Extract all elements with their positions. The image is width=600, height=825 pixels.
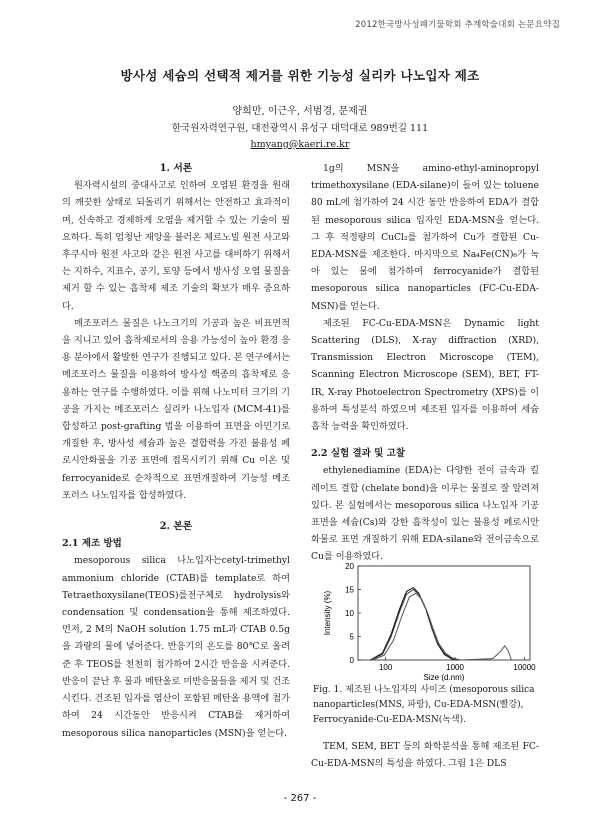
y-tick-label: 10 [345,609,354,618]
affiliation: 한국원자력연구원, 대전광역시 유성구 대덕대로 989번길 111 [171,123,429,134]
y-tick-label: 0 [349,656,354,665]
email-line [0,139,600,150]
figure-caption-text: 제조된 나노입자의 사이즈 (mesoporous silica nanoparticles(MNS, 파랑), Cu-EDA-MSN(빨강), Ferrocyanide-Cu-EDA-MSN(녹색). [313,685,535,725]
series-line-1 [370,588,460,660]
y-axis-label: Intensity (%) [323,590,332,636]
results-paragraph: ethylenediamine (EDA)는 다양한 전이 금속과 킬레이트 결합 (chelate bond)을 이루는 물질로 잘 알려져 있다. 본 실험에서는 mesoporous silica 나노입자 기공 표면을 세슘(Cs)와 강한 흡착성이 있는 불용성 페로시안화물로 표면 개질하기 위해 EDA-silane와 전이금속으로 Cu를 이용하였다. [311,465,539,563]
paper-title: 방사성 세슘의 선택적 제거를 위한 기능성 실리카 나노입자 제조 [120,68,480,83]
characterization-paragraph: 제조된 FC-Cu-EDA-MSN은 Dynamic light Scattering (DLS), X-ray diffraction (XRD), Transmission Electron Microscope (TEM), Scanning Electron Microscope (SEM), BET, FT-IR, X-ray Photoelectron Spectrometry (XPS)를 이용하여 특성분석 하였으며 제조된 입자를 이용하여 세슘 흡착 능력을 확인하였다. [311,317,539,433]
section-heading-intro: 1. 서론 [159,163,193,174]
x-tick-label: 10000 [513,663,536,672]
method-paragraph: mesoporous silica 나노입자는cetyl-trimethyl ammonium chloride (CTAB)를 template로 하여 Tetraethoxysilane(TEOS)를전구체로 hydrolysis와 condensation 및 condensation을 통해 제조하였다. 먼저, 2 M의 NaOH solution 1.75 mL과 CTAB 0.5g을 과량의 물에 넣어준다. 반응기의 온도를 80℃로 올려준 후 TEOS를 천천히 첨가하여 2시간 반응을 시켜준다. 반응이 끝난 후 물과 메탄올로 미반응물들을 제거 및 건조시킨다. 건조된 입자를 염산이 포함된 메탄올 용액에 첨가하여 24 시간동안 반응시켜 CTAB를 제거하여 mesoporous silica nanoparticles (MSN)을 얻는다. [62,555,290,739]
analysis-paragraph-block [311,738,539,772]
email-address[interactable]: hmyang@kaeri.re.kr [250,139,350,150]
authors: 양희만, 이근우, 서범경, 문제권 [232,106,368,117]
page-number: - 267 - [283,793,317,804]
y-tick-label: 5 [349,632,354,642]
running-header: 2012한국방사성폐기물학회 추계학술대회 논문요약집 [355,20,560,30]
x-tick-label: 1000 [446,663,464,672]
section-heading-body: 2. 본론 [159,521,193,533]
figure-label: Fig. 1. [313,685,343,695]
subsection-heading-method: 2.1 제조 방법 [62,538,122,550]
figure-caption [313,683,541,728]
dls-size-chart [318,560,538,682]
y-tick-label: 20 [345,562,354,571]
x-tick-label: 100 [378,663,393,672]
left-column [62,160,290,742]
y-tick-label: 15 [345,585,354,595]
intro-paragraph-2: 메조포러스 물질은 나노크기의 기공과 높은 비표면적을 지니고 있어 흡착제로서의 응용 가능성이 높아 환경 응용 분야에서 활발한 연구가 진행되고 있다. 본 연구에서는 메조포러스 물질을 이용하여 방사성 핵종의 흡착제로 응용하는 연구를 수행하였다. 이를 위해 나노미터 크기의 기공을 가지는 메조포러스 실리카 나노입자 (MCM-41)를 합성하고 post-grafting 법을 이용하여 표면을 아민기로 개질한 후, 방사성 세슘과 높은 결합력을 가진 불용성 페로시안화물을 기공 표면에 접목시키기 위해 Cu 이온 및 ferrocyanide로 순차적으로 표면개질하여 기능성 메조포러스 나노입자를 합성하였다. [62,317,290,501]
right-column [311,160,539,566]
analysis-paragraph: TEM, SEM, BET 등의 화학분석을 통해 제조된 FC-Cu-EDA-MSN의 특성을 하였다. 그림 1은 DLS [311,741,539,770]
intro-paragraph-1: 원자력시설의 중대사고로 인하여 오염된 환경을 원래의 깨끗한 상태로 되돌리기 위해서는 안전하고 효과적이며, 신속하고 경제하게 오염을 제거할 수 있는 기술이 필요하다. 특히 엄청난 재앙을 불러온 체르노빌 원전 사고와 후쿠시마 원전 사고와 같은 원전 사고를 대비하기 위해서는 지하수, 지표수, 공기, 토양 등에서 방사성 오염 물질을 제거 할 수 있는 흡착제 제조 기술의 확보가 매우 중요하다. [62,180,290,312]
subsection-heading-results: 2.2 실험 결과 및 고찰 [311,448,405,460]
synthesis-paragraph: 1g의 MSN을 amino-ethyl-aminopropyl trimethoxysilane (EDA-silane)이 들어 있는 toluene 80 mL에 첨가하여 24 시간 동안 반응하여 EDA가 결합된 mesoporous silica 입자인 EDA-MSN을 얻는다. 그 후 적정량의 CuCl₂를 첨가하여 Cu가 결합된 Cu-EDA-MSN를 제조한다. 마지막으로 Na₄Fe(CN)₆가 녹아 있는 물에 첨가하여 ferrocyanide가 결합된 mesoporous silica nanoparticles (FC-Cu-EDA-MSN)를 얻는다. [311,163,539,312]
x-axis-label: Size (d.nm) [423,673,465,682]
